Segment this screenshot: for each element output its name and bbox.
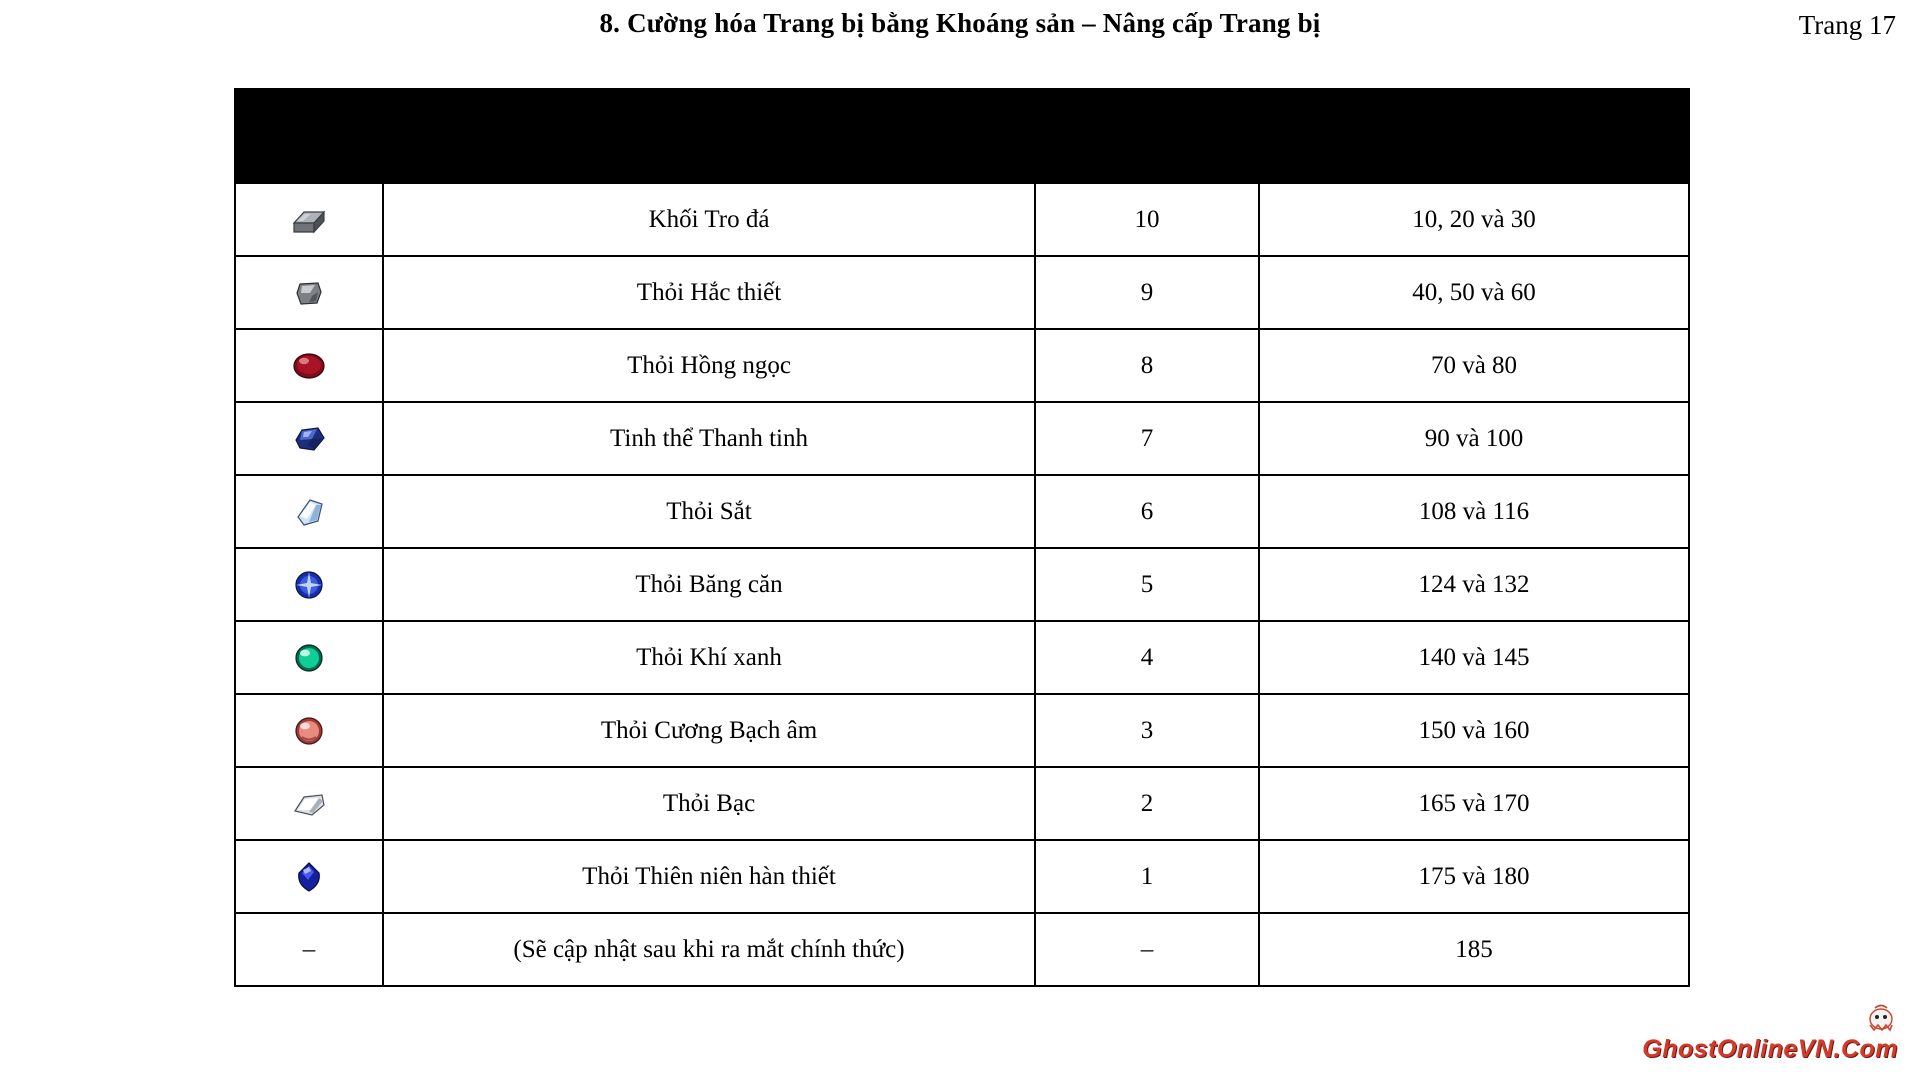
equipment-level: 40, 50 và 60 <box>1259 256 1689 329</box>
watermark-text: GhostOnlineVN.Com <box>1642 1035 1898 1063</box>
ruby-ingot-icon-shape <box>288 345 330 387</box>
ash-block-icon-shape <box>288 199 330 241</box>
mineral-table-wrapper <box>234 88 1680 987</box>
table-row <box>235 694 1689 767</box>
millennium-iron-ingot-icon-shape <box>288 856 330 898</box>
mineral-name: Thỏi Sắt <box>383 475 1035 548</box>
silver-ingot-icon-shape <box>288 783 330 825</box>
table-row <box>235 767 1689 840</box>
mineral-name: Thỏi Thiên niên hàn thiết <box>383 840 1035 913</box>
mineral-name: Tinh thể Thanh tinh <box>383 402 1035 475</box>
white-diamond-ingot-icon <box>235 694 383 767</box>
mineral-name: Khối Tro đá <box>383 183 1035 256</box>
table-header-row <box>235 89 1689 183</box>
table-row <box>235 256 1689 329</box>
table-row <box>235 475 1689 548</box>
ash-block-icon <box>235 183 383 256</box>
iron-ingot-icon-shape <box>288 491 330 533</box>
table-row <box>235 548 1689 621</box>
mineral-rank: 6 <box>1035 475 1259 548</box>
mineral-rank: 4 <box>1035 621 1259 694</box>
black-iron-ingot-icon-shape <box>288 272 330 314</box>
equipment-level: 108 và 116 <box>1259 475 1689 548</box>
table-row <box>235 402 1689 475</box>
equipment-level: 165 và 170 <box>1259 767 1689 840</box>
page-header <box>0 8 1920 52</box>
ghost-logo-icon <box>1864 1003 1898 1033</box>
green-gas-ingot-icon <box>235 621 383 694</box>
equipment-level: 70 và 80 <box>1259 329 1689 402</box>
table-row <box>235 913 1689 986</box>
clear-crystal-icon-shape <box>288 418 330 460</box>
mineral-rank: 7 <box>1035 402 1259 475</box>
mineral-rank: 3 <box>1035 694 1259 767</box>
table-header <box>235 89 1689 183</box>
mineral-rank: 2 <box>1035 767 1259 840</box>
mineral-name: Thỏi Bạc <box>383 767 1035 840</box>
mineral-name: Thỏi Băng căn <box>383 548 1035 621</box>
equipment-level: 185 <box>1259 913 1689 986</box>
column-header-rank <box>1035 89 1259 183</box>
column-header-level: Cấp độ Trang bị <box>1259 89 1689 183</box>
equipment-level: 124 và 132 <box>1259 548 1689 621</box>
mineral-rank: 10 <box>1035 183 1259 256</box>
column-header-icon <box>235 89 383 183</box>
mineral-table <box>234 88 1690 987</box>
ice-ingot-icon <box>235 548 383 621</box>
table-body <box>235 183 1689 986</box>
column-header-rank-line2: Khoáng sản <box>1083 136 1211 163</box>
page-title: 8. Cường hóa Trang bị bằng Khoáng sản – Nâng cấp Trang bị <box>599 8 1321 38</box>
table-row <box>235 183 1689 256</box>
iron-ingot-icon <box>235 475 383 548</box>
mineral-rank: 5 <box>1035 548 1259 621</box>
mineral-rank: 9 <box>1035 256 1259 329</box>
millennium-iron-ingot-icon <box>235 840 383 913</box>
mineral-rank: 8 <box>1035 329 1259 402</box>
column-header-name: Tên Khoáng sản <box>383 89 1035 183</box>
mineral-name: Thỏi Khí xanh <box>383 621 1035 694</box>
equipment-level: 90 và 100 <box>1259 402 1689 475</box>
table-row <box>235 621 1689 694</box>
equipment-level: 140 và 145 <box>1259 621 1689 694</box>
black-iron-ingot-icon <box>235 256 383 329</box>
clear-crystal-icon <box>235 402 383 475</box>
mineral-name: Thỏi Cương Bạch âm <box>383 694 1035 767</box>
equipment-level: 175 và 180 <box>1259 840 1689 913</box>
ice-ingot-icon-shape <box>288 564 330 606</box>
mineral-name: Thỏi Hắc thiết <box>383 256 1035 329</box>
mineral-rank: – <box>1035 913 1259 986</box>
white-diamond-ingot-icon-shape <box>288 710 330 752</box>
column-header-rank-line1: Cấp bậc <box>1102 107 1192 135</box>
equipment-level: 150 và 160 <box>1259 694 1689 767</box>
mineral-name: (Sẽ cập nhật sau khi ra mắt chính thức) <box>383 913 1035 986</box>
watermark <box>1642 1003 1898 1062</box>
mineral-name: Thỏi Hồng ngọc <box>383 329 1035 402</box>
silver-ingot-icon <box>235 767 383 840</box>
table-row <box>235 329 1689 402</box>
table-row <box>235 840 1689 913</box>
mineral-rank: 1 <box>1035 840 1259 913</box>
ruby-ingot-icon <box>235 329 383 402</box>
green-gas-ingot-icon-shape <box>288 637 330 679</box>
page-number: Trang 17 <box>1798 10 1896 40</box>
empty-icon-placeholder: – <box>235 913 383 986</box>
equipment-level: 10, 20 và 30 <box>1259 183 1689 256</box>
